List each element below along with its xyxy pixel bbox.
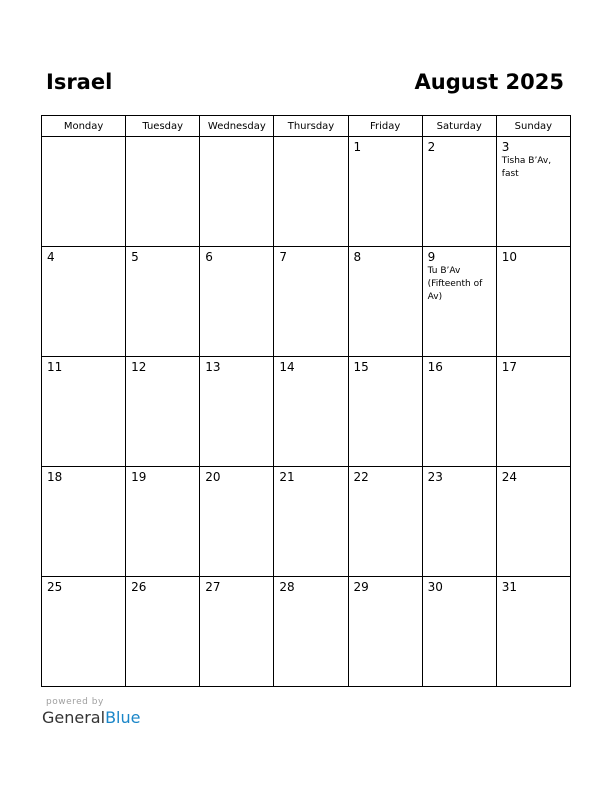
day-number: 20 bbox=[205, 470, 221, 484]
country-title: Israel bbox=[46, 70, 113, 94]
weekday-header: Wednesday bbox=[200, 116, 274, 137]
day-number: 28 bbox=[279, 580, 295, 594]
day-cell bbox=[496, 137, 570, 247]
day-number: 1 bbox=[353, 140, 362, 154]
holiday-label: Tisha B’Av, fast bbox=[501, 156, 552, 179]
day-cell bbox=[348, 247, 422, 357]
day-cell bbox=[422, 247, 496, 357]
day-cell bbox=[126, 577, 200, 687]
day-number: 26 bbox=[131, 580, 147, 594]
day-cell bbox=[42, 467, 126, 577]
day-number: 14 bbox=[279, 360, 295, 374]
brand-general-text: General bbox=[42, 708, 106, 727]
day-number: 6 bbox=[205, 250, 213, 264]
day-number: 5 bbox=[131, 250, 139, 264]
day-number: 18 bbox=[47, 470, 63, 484]
weekday-header: Saturday bbox=[422, 116, 496, 137]
day-number: 25 bbox=[47, 580, 63, 594]
day-cell bbox=[126, 247, 200, 357]
day-cell bbox=[126, 357, 200, 467]
day-cell bbox=[348, 577, 422, 687]
weekday-header-row bbox=[42, 116, 571, 137]
brand-blue-text: Blue bbox=[105, 708, 141, 727]
day-cell bbox=[348, 357, 422, 467]
day-cell bbox=[348, 467, 422, 577]
day-number: 17 bbox=[501, 360, 518, 374]
week-row bbox=[42, 577, 571, 687]
day-cell bbox=[200, 357, 274, 467]
day-number: 2 bbox=[427, 140, 436, 154]
day-cell bbox=[274, 247, 348, 357]
day-cell bbox=[274, 357, 348, 467]
day-number: 3 bbox=[501, 140, 510, 154]
day-number: 23 bbox=[427, 470, 443, 484]
day-cell bbox=[200, 137, 274, 247]
day-number: 15 bbox=[353, 360, 369, 374]
day-number: 19 bbox=[131, 470, 147, 484]
holiday-label: Tu B’Av (Fifteenth of Av) bbox=[427, 266, 483, 302]
day-number: 31 bbox=[501, 580, 518, 594]
day-cell bbox=[422, 357, 496, 467]
day-cell bbox=[200, 577, 274, 687]
day-cell bbox=[274, 577, 348, 687]
weekday-header: Tuesday bbox=[126, 116, 200, 137]
day-number: 8 bbox=[353, 250, 362, 264]
day-number: 11 bbox=[47, 360, 63, 374]
day-number: 21 bbox=[279, 470, 295, 484]
month-year-title: August 2025 bbox=[414, 70, 564, 94]
day-number: 24 bbox=[501, 470, 518, 484]
day-cell bbox=[274, 137, 348, 247]
day-cell bbox=[42, 247, 126, 357]
day-cell bbox=[42, 357, 126, 467]
week-row bbox=[42, 467, 571, 577]
day-number: 29 bbox=[353, 580, 369, 594]
day-number: 30 bbox=[427, 580, 443, 594]
day-cell bbox=[200, 247, 274, 357]
day-cell bbox=[348, 137, 422, 247]
day-cell bbox=[200, 467, 274, 577]
day-cell bbox=[496, 467, 570, 577]
generalblue-logo-link[interactable] bbox=[42, 708, 140, 727]
day-number: 22 bbox=[353, 470, 369, 484]
day-cell bbox=[42, 137, 126, 247]
day-cell bbox=[42, 577, 126, 687]
weekday-header: Sunday bbox=[496, 116, 570, 137]
day-number: 13 bbox=[205, 360, 221, 374]
day-cell bbox=[496, 357, 570, 467]
day-number: 27 bbox=[205, 580, 221, 594]
day-number: 12 bbox=[131, 360, 147, 374]
powered-by-label: powered by bbox=[46, 697, 104, 707]
weekday-header: Friday bbox=[348, 116, 422, 137]
week-row bbox=[42, 247, 571, 357]
day-cell bbox=[422, 467, 496, 577]
day-cell bbox=[126, 467, 200, 577]
day-cell bbox=[126, 137, 200, 247]
day-number: 16 bbox=[427, 360, 443, 374]
weekday-header: Thursday bbox=[274, 116, 348, 137]
calendar-grid bbox=[41, 115, 571, 687]
day-cell bbox=[496, 577, 570, 687]
day-cell bbox=[422, 137, 496, 247]
day-cell bbox=[274, 467, 348, 577]
day-cell bbox=[422, 577, 496, 687]
day-number: 4 bbox=[47, 250, 55, 264]
weekday-header: Monday bbox=[42, 116, 126, 137]
day-number: 7 bbox=[279, 250, 288, 264]
day-number: 9 bbox=[427, 250, 436, 264]
week-row bbox=[42, 137, 571, 247]
week-row bbox=[42, 357, 571, 467]
day-number: 10 bbox=[501, 250, 518, 264]
day-cell bbox=[496, 247, 570, 357]
